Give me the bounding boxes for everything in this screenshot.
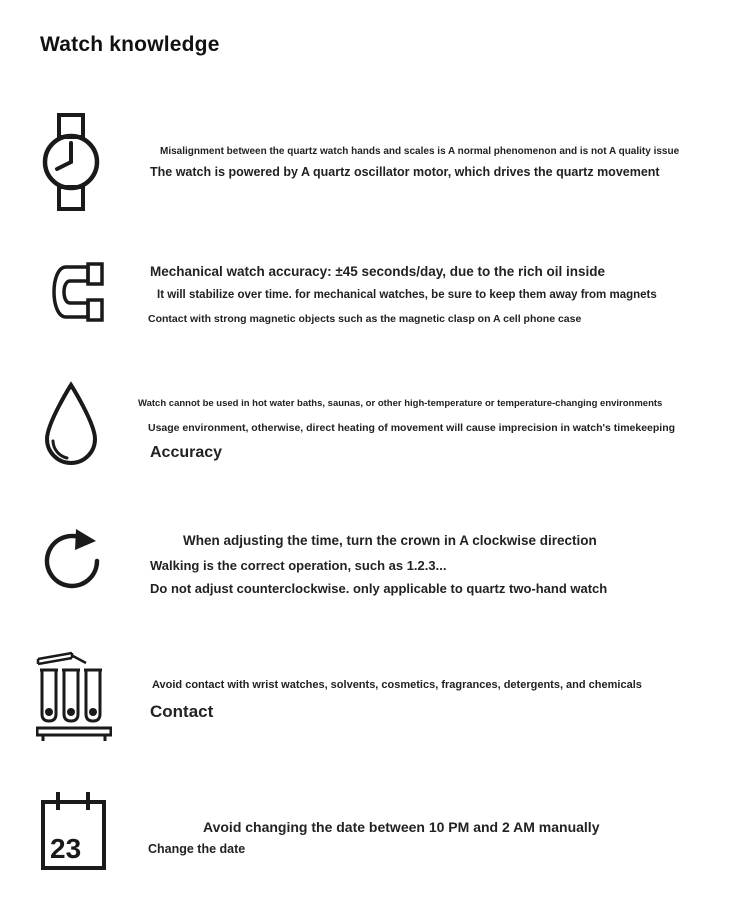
page-title: Watch knowledge: [40, 33, 220, 56]
knowledge-text-line: Change the date: [148, 842, 246, 856]
knowledge-text-line: The watch is powered by A quartz oscillator motor, which drives the quartz movement: [150, 165, 660, 179]
knowledge-text-line: Accuracy: [150, 444, 223, 461]
knowledge-text-line: Do not adjust counterclockwise. only applicable to quartz two-hand watch: [150, 581, 608, 596]
knowledge-text-line: Contact with strong magnetic objects such as the magnetic clasp on A cell phone case: [148, 313, 582, 325]
knowledge-text-line: It will stabilize over time. for mechanical watches, be sure to keep them away from magnets: [157, 289, 657, 301]
clockwise-arrow-icon: [42, 521, 106, 593]
knowledge-text-line: Watch cannot be used in hot water baths, saunas, or other high-temperature or temperature-changing environments: [138, 398, 663, 409]
knowledge-text-line: Misalignment between the quartz watch hands and scales is A normal phenomenon and is not A quality issue: [160, 146, 680, 157]
knowledge-text-line: Contact: [150, 702, 214, 721]
magnet-icon: [40, 261, 106, 323]
knowledge-text-line: Avoid contact with wrist watches, solvents, cosmetics, fragrances, detergents, and chemicals: [152, 679, 642, 691]
test-tubes-icon: [36, 644, 112, 742]
knowledge-text-line: Walking is the correct operation, such as 1.2.3...: [150, 558, 447, 573]
water-drop-icon: [40, 381, 102, 469]
knowledge-text-line: Usage environment, otherwise, direct heating of movement will cause imprecision in watch's timekeeping: [148, 422, 676, 434]
knowledge-text-line: Mechanical watch accuracy: ±45 seconds/day, due to the rich oil inside: [150, 264, 606, 279]
wristwatch-icon: [42, 113, 100, 211]
knowledge-text-line: Avoid changing the date between 10 PM and 2 AM manually: [203, 819, 600, 835]
calendar-day-number: 23: [50, 833, 82, 864]
knowledge-text-line: When adjusting the time, turn the crown in A clockwise direction: [183, 533, 597, 548]
calendar-icon: [40, 789, 107, 872]
